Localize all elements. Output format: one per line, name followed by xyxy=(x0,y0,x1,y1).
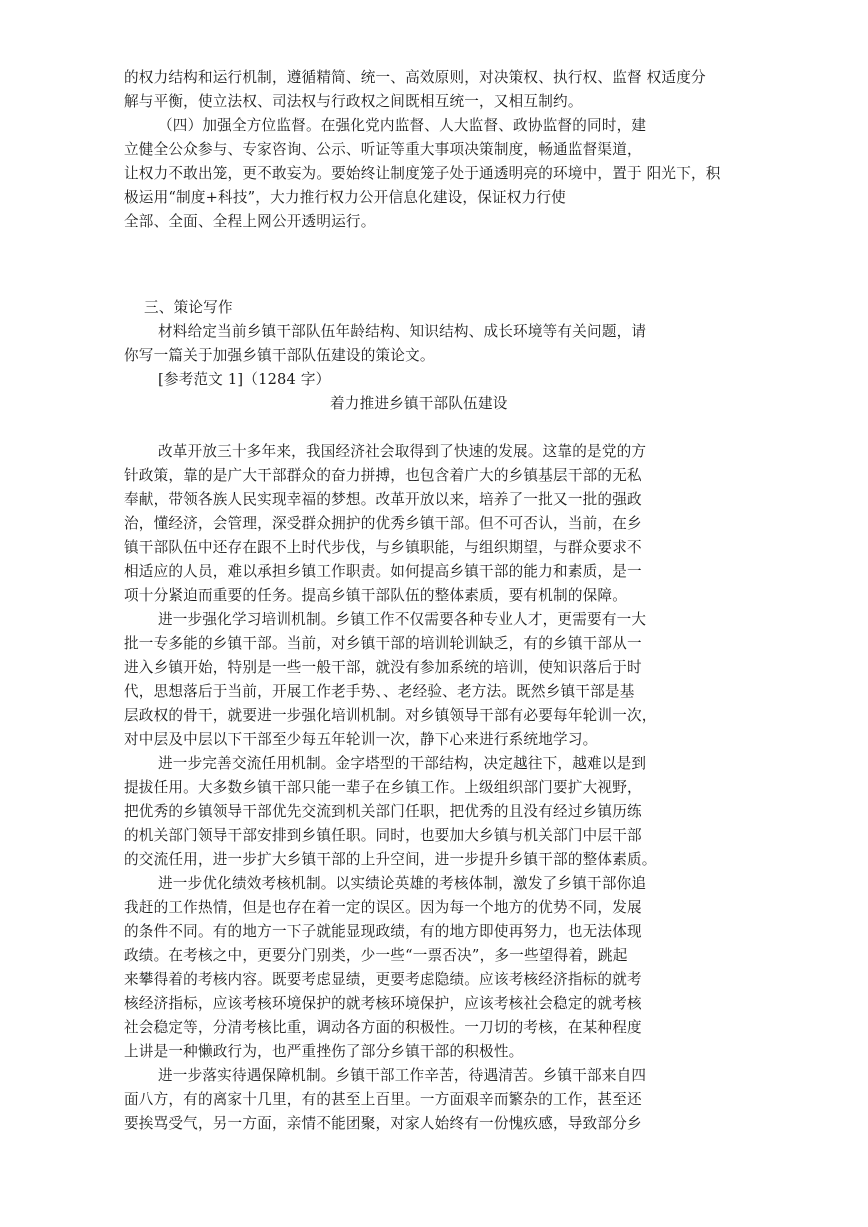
essay-line: 要挨骂受气，另一方面，亲情不能团聚，对家人始终有一份愧疚感，导致部分乡 xyxy=(124,1115,642,1132)
essay-line: 层政权的骨干，就要进一步强化培训机制。对乡镇领导干部有必要每年轮训一次， xyxy=(124,707,657,724)
essay-line: 的条件不同。有的地方一下子就能显现政绩，有的地方即使再努力，也无法体现 xyxy=(124,923,642,940)
body-text-line: 极运用“制度+科技”，大力推行权力公开信息化建设，保证权力行使 xyxy=(124,189,566,206)
essay-line: 的交流任用，进一步扩大乡镇干部的上升空间，进一步提升乡镇干部的整体素质。 xyxy=(124,851,657,868)
essay-line: 相适应的人员，难以承担乡镇工作职责。如何提高乡镇干部的能力和素质，是一 xyxy=(124,563,642,580)
essay-line: 提拔任用。大多数乡镇干部只能一辈子在乡镇工作。上级组织部门要扩大视野， xyxy=(124,779,642,796)
body-text-line: 的权力结构和运行机制，遵循精简、统一、高效原则，对决策权、执行权、监督 权适度分 xyxy=(124,69,706,86)
essay-line: 进入乡镇开始，特别是一些一般干部，就没有参加系统的培训，使知识落后于时 xyxy=(124,659,642,676)
essay-line: 把优秀的乡镇领导干部优先交流到机关部门任职，把优秀的且没有经过乡镇历练 xyxy=(124,803,642,820)
reference-label: [参考范文 1]（1284 字） xyxy=(158,371,331,388)
essay-line: 进一步强化学习培训机制。乡镇工作不仅需要各种专业人才，更需要有一大 xyxy=(158,611,647,628)
body-text-line: 立健全公众参与、专家咨询、公示、听证等重大事项决策制度，畅通监督渠道， xyxy=(124,141,642,158)
essay-line: 改革开放三十多年来，我国经济社会取得到了快速的发展。这靠的是党的方 xyxy=(158,443,647,460)
body-text-line: 解与平衡，使立法权、司法权与行政权之间既相互统一，又相互制约。 xyxy=(124,93,583,110)
essay-line: 进一步落实待遇保障机制。乡镇干部工作辛苦，待遇清苦。乡镇干部来自四 xyxy=(158,1067,647,1084)
section-heading: 三、策论写作 xyxy=(144,299,233,316)
essay-line: 进一步完善交流任用机制。金字塔型的干部结构，决定越往下，越难以是到 xyxy=(158,755,647,772)
prompt-text-line: 材料给定当前乡镇干部队伍年龄结构、知识结构、成长环境等有关问题，请 xyxy=(158,323,647,340)
essay-line: 对中层及中层以下干部至少每五年轮训一次，静下心来进行系统地学习。 xyxy=(124,731,598,748)
essay-line: 针政策，靠的是广大干部群众的奋力拼搏，也包含着广大的乡镇基层干部的无私 xyxy=(124,467,642,484)
essay-line: 核经济指标，应该考核环境保护的就考核环境保护，应该考核社会稳定的就考核 xyxy=(124,995,642,1012)
essay-line: 政绩。在考核之中，更要分门别类，少一些“一票否决”，多一些望得着，跳起 xyxy=(124,947,628,964)
essay-line: 镇干部队伍中还存在跟不上时代步伐，与乡镇职能，与组织期望，与群众要求不 xyxy=(124,539,642,556)
essay-line: 上讲是一种懒政行为，也严重挫伤了部分乡镇干部的积极性。 xyxy=(124,1043,524,1060)
body-text-line: 让权力不敢出笼，更不敢妄为。要始终让制度笼子处于通透明亮的环境中，置于 阳光下，积 xyxy=(124,165,721,182)
essay-line: 来攀得着的考核内容。既要考虑显绩，更要考虑隐绩。应该考核经济指标的就考 xyxy=(124,971,642,988)
essay-line: 我赶的工作热情，但是也存在着一定的误区。因为每一个地方的优势不同，发展 xyxy=(124,899,642,916)
body-text-line: 全部、全面、全程上网公开透明运行。 xyxy=(124,213,376,230)
essay-line: 面八方，有的离家十几里，有的甚至上百里。一方面艰辛而繁杂的工作，甚至还 xyxy=(124,1091,642,1108)
essay-line: 代，思想落后于当前，开展工作老手势、、老经验、老方法。既然乡镇干部是基 xyxy=(124,683,635,700)
essay-line: 项十分紧迫而重要的任务。提高乡镇干部队伍的整体素质，要有机制的保障。 xyxy=(124,587,627,604)
body-text-line: （四）加强全方位监督。在强化党内监督、人大监督、政协监督的同时，建 xyxy=(158,117,647,134)
prompt-text-line: 你写一篇关于加强乡镇干部队伍建设的策论文。 xyxy=(124,347,435,364)
essay-line: 社会稳定等，分清考核比重，调动各方面的积极性。一刀切的考核，在某种程度 xyxy=(124,1019,642,1036)
essay-line: 治，懂经济，会管理，深受群众拥护的优秀乡镇干部。但不可否认，当前，在乡 xyxy=(124,515,642,532)
essay-line: 奉献，带领各族人民实现幸福的梦想。改革开放以来，培养了一批又一批的强政 xyxy=(124,491,642,508)
essay-title: 着力推进乡镇干部队伍建设 xyxy=(330,395,508,412)
essay-line: 的机关部门领导干部安排到乡镇任职。同时，也要加大乡镇与机关部门中层干部 xyxy=(124,827,642,844)
essay-line: 批一专多能的乡镇干部。当前，对乡镇干部的培训轮训缺乏，有的乡镇干部从一 xyxy=(124,635,642,652)
essay-line: 进一步优化绩效考核机制。以实绩论英雄的考核体制，激发了乡镇干部你追 xyxy=(158,875,647,892)
